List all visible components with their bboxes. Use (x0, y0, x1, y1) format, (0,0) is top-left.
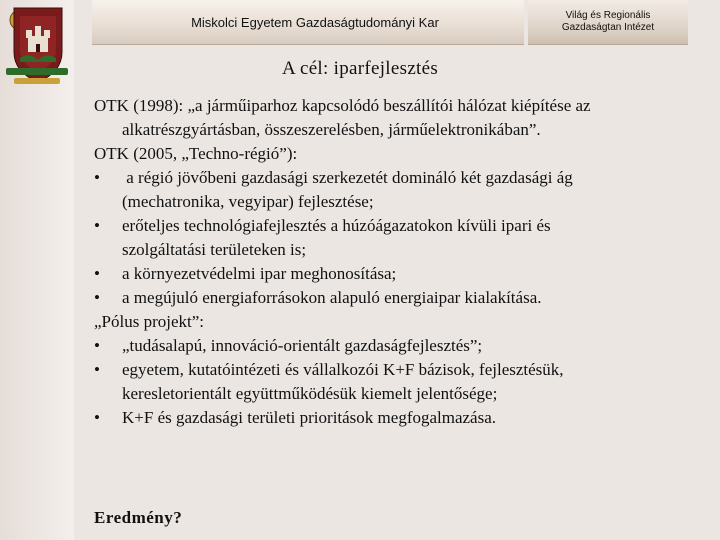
list-item-text: „tudásalapú, innováció-orientált gazdaságfejlesztés”; (122, 336, 483, 355)
otk2005-heading: OTK (2005, „Techno-régió”): (94, 144, 298, 163)
list-item-continuation: keresletorientált együttműködésük kiemelt jelentősége; (122, 384, 498, 403)
bullet-icon: • (94, 288, 100, 307)
list-item-continuation: (mechatronika, vegyipar) fejlesztése; (122, 192, 374, 211)
list-item (94, 358, 706, 382)
bullet-icon: • (94, 408, 100, 427)
list-item (94, 286, 706, 310)
polus-heading: „Pólus projekt”: (94, 312, 205, 331)
institute-name-line2: Gazdaságtan Intézet (561, 22, 655, 33)
list-item-continuation: szolgáltatási területeken is; (122, 240, 307, 259)
institute-name-line1: Világ és Regionális (565, 10, 651, 21)
bullet-icon: • (94, 168, 100, 187)
list-item-text: a régió jövőbeni gazdasági szerkezetét domináló két gazdasági ág (122, 168, 573, 187)
list-item (94, 406, 706, 430)
list-item-text: a környezetvédelmi ipar meghonosítása; (122, 264, 397, 283)
list-item-text: erőteljes technológiafejlesztés a húzóágazatokon kívüli ipari és (122, 216, 551, 235)
list-item-text: K+F és gazdasági területi prioritások megfogalmazása. (122, 408, 497, 427)
slide-title: A cél: iparfejlesztés (281, 58, 439, 79)
slide-body (94, 94, 706, 430)
result-question: Eredmény? (94, 508, 183, 527)
list-item-text: egyetem, kutatóintézeti és vállalkozói K+F bázisok, fejlesztésük, (122, 360, 564, 379)
university-name: Miskolci Egyetem Gazdaságtudományi Kar (191, 14, 439, 30)
otk1998-line2: alkatrészgyártásban, összeszerelésben, járműelektronikában”. (122, 120, 541, 139)
list-item (94, 262, 706, 286)
left-sidebar (0, 0, 74, 540)
bullet-icon: • (94, 216, 100, 235)
bullet-icon: • (94, 360, 100, 379)
bullet-icon: • (94, 336, 100, 355)
otk1998-line1: OTK (1998): „a járműiparhoz kapcsolódó beszállítói hálózat kiépítése az (94, 96, 591, 115)
list-item (94, 334, 706, 358)
header-institute (528, 0, 688, 45)
list-item-text: a megújuló energiaforrásokon alapuló energiaipar kialakítása. (122, 288, 542, 307)
header-university (92, 0, 524, 45)
bullet-icon: • (94, 264, 100, 283)
list-item (94, 214, 706, 238)
list-item (94, 166, 706, 190)
